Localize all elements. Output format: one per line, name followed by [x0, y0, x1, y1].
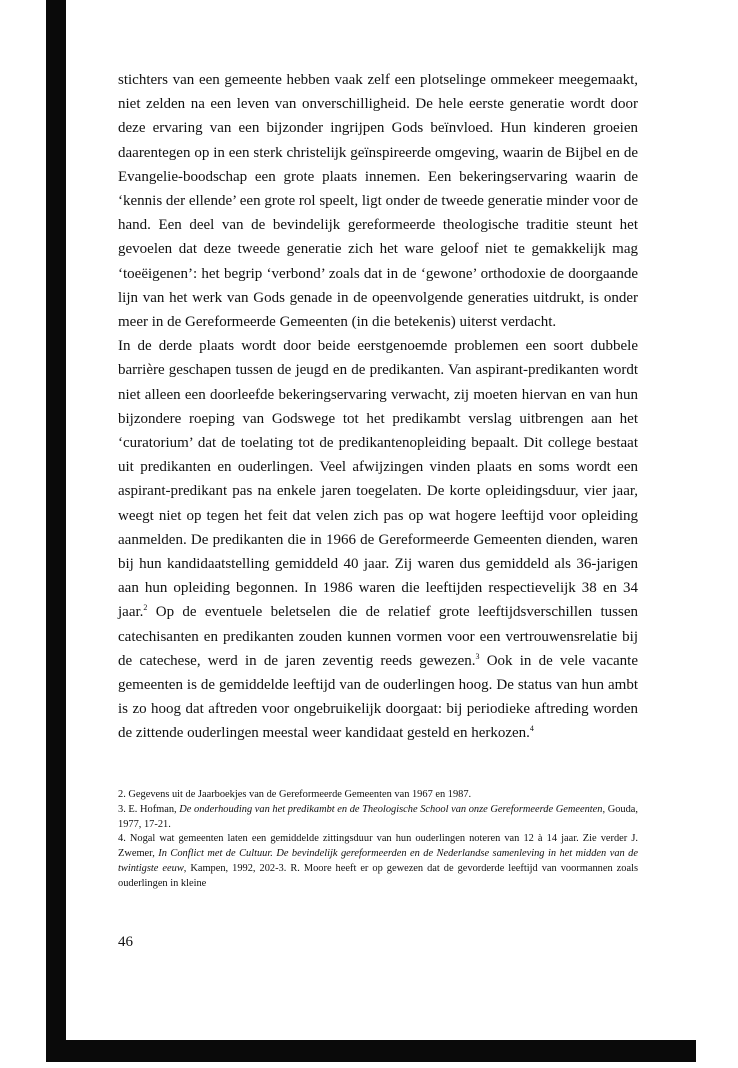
- footnotes: [118, 788, 638, 892]
- footnote-ref-2[interactable]: 2: [143, 603, 148, 613]
- paragraph-2: [118, 334, 638, 745]
- paragraph-2-part-a: In de derde plaats wordt door beide eerstgenoemde problemen een soort dubbele barrière geschapen tussen de jeugd en de predikanten. Van aspirant-predikanten wordt niet alleen een doorleefde bekeringservaring verwacht, zij moeten hiervan en van hun bijzondere roeping van Godswege tot het predikambt verslag uitbrengen aan het ‘curatorium’ dat de toelating tot de predikantenopleiding bepaalt. Dit college bestaat uit predikanten en ouderlingen. Veel afwijzingen vinden plaats en soms wordt een aspirant-predikant pas na enkele jaren toegelaten. De korte opleidingsduur, vier jaar, weegt niet op tegen het feit dat velen zich pas op wat hogere leeftijd voor opleiding aanmelden. De predikanten die in 1966 de Gereformeerde Gemeenten dienden, waren bij hun kandidaatstelling gemiddeld 40 jaar. Zij waren dus gemiddeld als 36-jarigen aan hun opleiding begonnen. In 1986 waren die leeftijden respectievelijk 38 en 34 jaar.: [118, 338, 638, 621]
- paragraph-2-part-b: Op de eventuele beletselen die de relatief grote leeftijdsverschillen tussen catechisanten en predikanten zouden kunnen vormen voor een vertrouwensrelatie bij de catechese, werd in de jaren zeventig reeds gewezen.: [118, 604, 638, 669]
- paragraph-1: stichters van een gemeente hebben vaak zelf een plotselinge ommekeer meegemaakt, niet zelden na een leven van onverschilligheid. De hele eerste generatie wordt door deze ervaring van een bijzonder ingrijpen Gods beïnvloed. Hun kinderen groeien daarentegen op in een sterk christelijk geïnspireerde omgeving, waarin de Bijbel en de Evangelie-boodschap een grote plaats innemen. Een bekeringservaring waarin de ‘kennis der ellende’ een grote rol speelt, ligt onder de tweede generatie minder voor de hand. Een deel van de bevindelijk gereformeerde theologische traditie steunt het gevoelen dat deze tweede generatie zich het ware geloof niet te gemakkelijk mag ‘toeëigenen’: het begrip ‘verbond’ zoals dat in de ‘gewone’ orthodoxie de doorgaande lijn van het werk van Gods genade in de opeenvolgende generaties uitdrukt, is onder meer in de Gereformeerde Gemeenten (in die betekenis) uiterst verdacht.: [118, 72, 638, 331]
- footnote-ref-3[interactable]: 3: [475, 651, 480, 661]
- footnote-4-continuation: , Kampen, 1992, 202-3. R. Moore heeft er op gewezen dat de gevorderde leeftijd van voormannen zoals ouderlingen in kleine: [118, 862, 639, 889]
- footnote-3-author: 3. E. Hofman,: [118, 803, 180, 815]
- body-text: [118, 68, 638, 746]
- footnote-ref-4[interactable]: 4: [529, 724, 534, 734]
- scan-border-bottom: [46, 1040, 696, 1062]
- footnote-4-text: 4. Nogal wat gemeenten laten een gemiddelde zittingsduur van hun ouderlingen noteren van 12 à 14 jaar. Zie verder J. Zwemer,: [118, 833, 638, 860]
- footnote-2: 2. Gegevens uit de Jaarboekjes van de Gereformeerde Gemeenten van 1967 en 1987.: [118, 789, 472, 800]
- footnote-3: [118, 803, 638, 833]
- scan-border-left: [46, 0, 66, 1040]
- footnote-3-title: De onderhouding van het predikambt en de Theologische School van onze Gereformeerde Gemeenten: [179, 803, 603, 815]
- paragraph-2-part-c: Ook in de vele vacante gemeenten is de gemiddelde leeftijd van de ouderlingen hoog. De status van hun ambt is zo hoog dat aftreden voor ongebruikelijk doorgaat: bij periodieke aftreding worden de zittende ouderlingen meestal weer kandidaat gesteld en herkozen.: [118, 652, 638, 742]
- footnote-4-title: In Conflict met de Cultuur. De bevindelijk gereformeerden en de Nederlandse samenleving in het midden van de twintigste eeuw: [118, 848, 638, 874]
- page-number: 46: [118, 934, 133, 950]
- footnote-3-publication: , Gouda, 1977, 17-21.: [118, 803, 638, 830]
- footnote-4: [118, 832, 638, 891]
